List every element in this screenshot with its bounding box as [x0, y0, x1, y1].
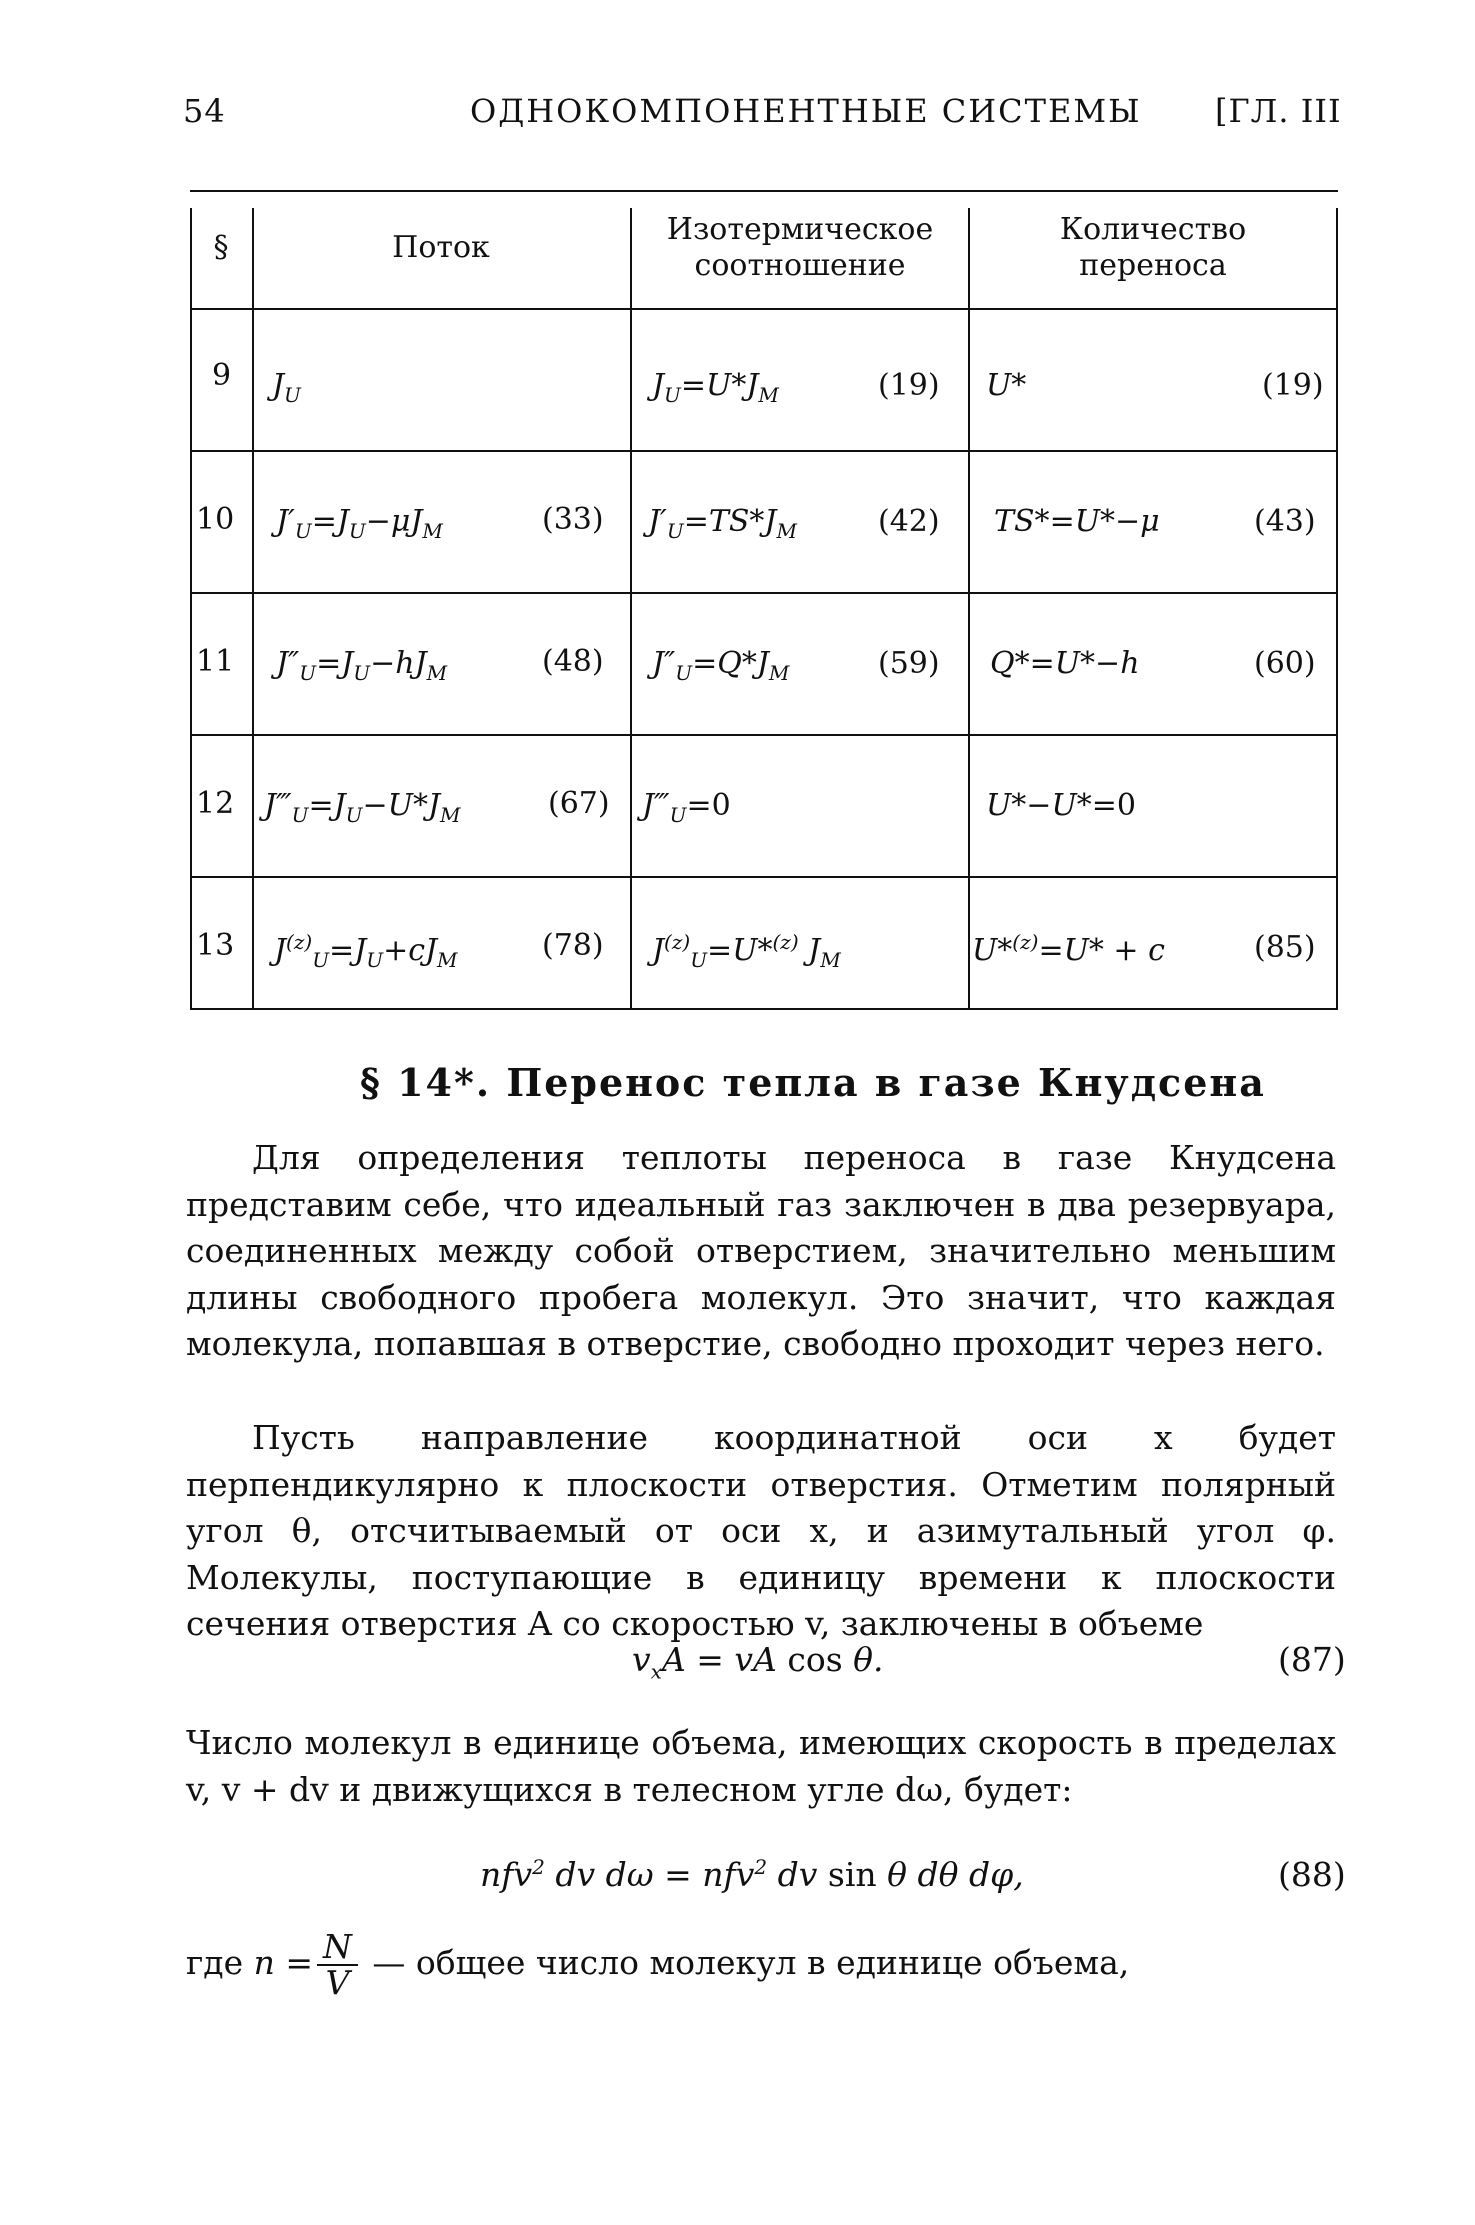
- transfer-ref: (19): [1262, 368, 1324, 403]
- equation-number: (87): [1278, 1640, 1346, 1679]
- last-line: где n = $\frac{N}{V}$ — общее число молекул в единице объема,: [186, 1927, 1130, 2002]
- section-title: § 14*. Перенос тепла в газе Кнудсена: [360, 1060, 1266, 1105]
- table-border: [630, 208, 632, 1008]
- header-transfer: Количество переноса: [1059, 212, 1247, 283]
- flow-ref: (78): [542, 928, 604, 963]
- flow-formula: $J_U$: [272, 368, 301, 407]
- table-rule: [190, 734, 1338, 736]
- flow-formula: $J^{(z)}_U=J_U+cJ_M$: [274, 930, 458, 972]
- table-rule: [190, 1008, 1338, 1010]
- iso-formula: $J_U=U*J_M$: [652, 368, 779, 407]
- flow-formula: $J‴_U=J_U-U*J_M$: [264, 788, 461, 827]
- transfer-ref: (85): [1254, 930, 1316, 965]
- table-rule: [190, 308, 1338, 310]
- header-isothermal: Изотермическое соотношение: [666, 212, 934, 283]
- iso-formula: $J^{(z)}_U=U*^{(z)}$ $J_M$: [652, 930, 841, 972]
- table-rule: [190, 190, 1338, 192]
- flow-ref: (67): [548, 786, 610, 821]
- iso-ref: (59): [878, 646, 940, 681]
- iso-ref: (19): [878, 368, 940, 403]
- table-rule: [190, 876, 1338, 878]
- equation-87: $v_xA$ = vA cos θ.: [632, 1640, 884, 1684]
- transfer-formula: U*$^{(z)}$=U* + c: [972, 930, 1165, 968]
- equation-number: (88): [1278, 1855, 1346, 1894]
- transfer-formula: TS*=U*−μ: [994, 504, 1160, 539]
- table-border: [190, 208, 192, 1008]
- transfer-ref: (60): [1254, 646, 1316, 681]
- flow-ref: (48): [542, 644, 604, 679]
- table-border: [968, 208, 970, 1008]
- row-section: 13: [196, 928, 235, 963]
- header-flow: Поток: [392, 230, 490, 265]
- table-rule: [190, 592, 1338, 594]
- table-border: [1336, 208, 1338, 1008]
- chapter-label: [ГЛ. III: [1215, 92, 1342, 130]
- iso-formula: $J‴_U=0$: [642, 788, 731, 827]
- row-section: 11: [196, 644, 235, 679]
- paragraph: Пусть направление координатной оси x будет перпендикулярно к плоскости отверстия. Отметим полярный угол θ, отсчитываемый от оси x, и азимутальный угол φ. Молекулы, поступающие в единицу времени к плоскости сечения отверстия A со скоростью v, заключены в объеме: [186, 1418, 1336, 1643]
- equation-88: nfv$^2$ dv dω = nfv$^2$ dv sin θ dθ dφ,: [480, 1855, 1024, 1894]
- transfer-ref: (43): [1254, 504, 1316, 539]
- paragraph: Для определения теплоты переноса в газе Кнудсена представим себе, что идеальный газ заключен в два резервуара, соединенных между собой отверстием, значительно меньшим длины свободного пробега молекул. Это значит, что каждая молекула, попавшая в отверстие, свободно проходит через него.: [186, 1138, 1336, 1363]
- paragraph: Число молекул в единице объема, имеющих скорость в пределах v, v + dv и движущихся в телесном угле dω, будет:: [186, 1723, 1336, 1809]
- transfer-formula: U*−U*=0: [986, 788, 1136, 823]
- page-number: 54: [183, 92, 226, 130]
- row-section: 9: [212, 358, 232, 393]
- table-border: [252, 208, 254, 1008]
- iso-formula: $J'_U=TS*J_M$: [648, 504, 797, 543]
- iso-ref: (42): [878, 504, 940, 539]
- transfer-formula: U*: [986, 368, 1027, 403]
- table-rule: [190, 450, 1338, 452]
- iso-formula: $J''_U=Q*J_M$: [652, 646, 790, 685]
- transfer-table: [190, 190, 1338, 1010]
- row-section: 12: [196, 786, 235, 821]
- flow-formula: $J''_U=J_U-hJ_M$: [276, 646, 448, 685]
- running-title: ОДНОКОМПОНЕНТНЫЕ СИСТЕМЫ: [470, 92, 1142, 130]
- flow-formula: $J'_U=J_U-\mu J_M$: [276, 504, 443, 543]
- flow-ref: (33): [542, 502, 604, 537]
- header-section: §: [213, 230, 229, 265]
- fraction-n-over-v: $\frac{N}{V}$: [317, 1930, 358, 2000]
- row-section: 10: [196, 502, 235, 537]
- transfer-formula: Q*=U*−h: [990, 646, 1140, 681]
- n-definition: n =: [253, 1943, 314, 1982]
